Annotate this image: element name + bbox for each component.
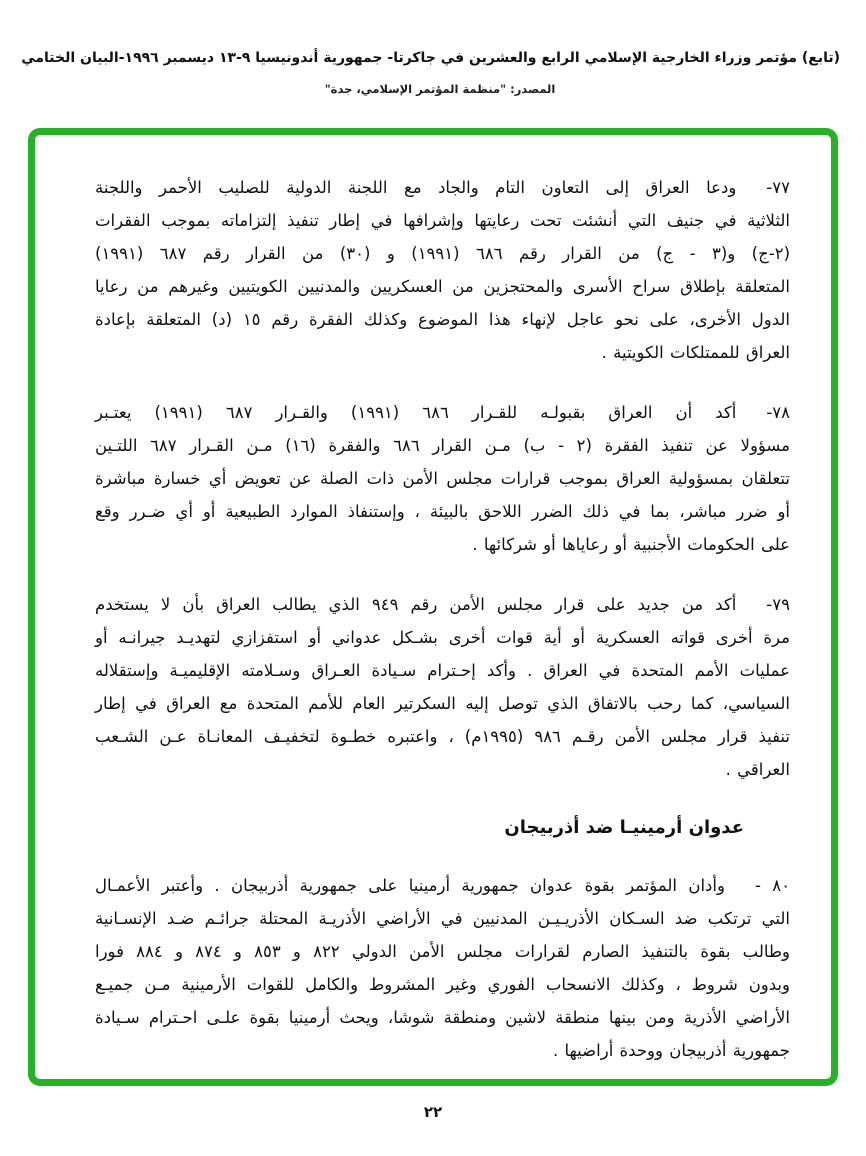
paragraph-line: ٧٧-ودعا العراق إلى التعاون التام والجاد مع اللجنة الدولية للصليب الأحمر واللجنة — [95, 178, 790, 197]
paragraph — [95, 396, 790, 561]
paragraph-line: تنفيذ قرار مجلس الأمن رقـم ٩٨٦ (١٩٩٥م) ، واعتبره خطـوة لتخفيـف المعانـاة عـن الشـعب — [95, 727, 791, 746]
paragraph-line: ٧٨-أكد أن العراق بقبولـه للقـرار ٦٨٦ (١٩٩١) والقـرار ٦٨٧ (١٩٩١) يعتـبر — [95, 403, 791, 422]
paragraph-line: المتعلقة بإطلاق سراح الأسرى والمحتجزين من العسكريين والمدنيين الكويتيين وغيرهم من رعايا — [95, 277, 790, 296]
paragraph-line: (٢-ج) و(٣ - ج) من القرار رقم ٦٨٦ (١٩٩١) و (٣٠) من القرار رقم ٦٨٧ (١٩٩١) — [95, 244, 790, 263]
header-source-line: المصدر: "منظمة المؤتمر الإسلامي، جدة" — [324, 82, 556, 96]
paragraph-line: جمهورية أذربيجان ووحدة أراضيها . — [553, 1041, 790, 1060]
paragraph-line: مسؤولا عن تنفيذ الفقرة (٢ - ب) مـن القرار ٦٨٦ والفقرة (١٦) مـن القـرار ٦٨٧ اللتـين — [95, 436, 790, 455]
paragraph-line: العراق للممتلكات الكويتية . — [601, 343, 790, 362]
paragraph-line: على الحكومات الأجنبية أو رعاياها أو شركائها . — [472, 535, 790, 554]
paragraph-number: ٨٠ - — [754, 876, 791, 895]
paragraph-line: التي ترتكب ضد السـكان الأذريـيـن المدنيين في الأراضي الأذريـة المحتلة جرائـم ضـد الإنسـانية — [95, 909, 790, 928]
section-heading: عدوان أرمينيـا ضد أذربيجان — [504, 817, 744, 838]
paragraph-number: ٧٩- — [766, 595, 790, 614]
page-number: ٢٢ — [423, 1103, 443, 1121]
paragraph-line: السياسي، كما رحب بالاتفاق الذي توصل إليه السكرتير العام للأمم المتحدة مع العراق في إطار — [95, 694, 790, 713]
content-frame — [28, 128, 838, 1086]
document-header — [21, 46, 840, 96]
paragraph-line: ٧٩-أكد من جديد على قرار مجلس الأمن رقم ٩٤٩ الذي يطالب العراق بأن لا يستخدم — [95, 595, 790, 614]
paragraph-line: تتعلقان بمسؤولية العراق بموجب قرارات مجلس الأمن ذات الصلة عن تعويض أي خسارة مباشرة — [95, 469, 790, 488]
paragraph-line: ٨٠ -وأدان المؤتمر بقوة عدوان جمهورية أرمينيا على جمهورية أذربيجان . وأعتبر الأعمـال — [95, 876, 791, 895]
header-title-line: (تابع) مؤتمر وزراء الخارجية الإسلامي الرابع والعشرين في جاكرتا- جمهورية أندونيسيا ٩-١٣ ديسمبر ١٩٩٦-البيان الختامي — [21, 50, 840, 66]
paragraph-line: العراقي . — [725, 760, 790, 779]
paragraph-number: ٧٧- — [766, 178, 790, 197]
paragraph-line: أو ضرر مباشر، بما في ذلك الضرر اللاحق بالبيئة ، وإستنفاذ الموارد الطبيعية أو أي ضـرر وقع — [95, 502, 790, 521]
paragraph-line: عمليات الأمم المتحدة في العراق . وأكد إحـترام سـيادة العـراق وسـلامته الإقليميـة وإستقلاله — [95, 661, 790, 680]
paragraph-line: الثلاثية في جنيف التي أنشئت تحت رعايتها وإشرافها في إطار تنفيذ إلتزاماته بموجب الفقرات — [95, 211, 790, 230]
paragraph-line: مرة أخرى قواته العسكرية أو أية قوات أخرى بشـكل عدواني أو استفزازي لتهديـد جيرانـه أو — [95, 628, 790, 647]
paragraph-number: ٧٨- — [766, 403, 791, 422]
paragraph-line: الأراضي الأذرية ومن بينها منطقة لاشين ومنطقة شوشا، ويحث أرمينيا بقوة علـى احـترام سـيادة — [95, 1008, 790, 1027]
paragraph — [95, 171, 790, 369]
paragraph-line: الدول الأخرى، على نحو عاجل لإنهاء هذا الموضوع وكذلك الفقرة رقم ١٥ (د) المتعلقة بإعادة — [95, 310, 791, 329]
paragraph-line: وطالب بقوة بالتنفيذ الصارم لقرارات مجلس الأمن الدولي ٨٢٢ و ٨٥٣ و ٨٧٤ و ٨٨٤ فورا — [95, 942, 790, 961]
document-body — [95, 171, 790, 1094]
paragraph-line: وبدون شروط ، وكذلك الانسحاب الفوري وغير المشروط والكامل للقوات الأرمينية مـن جميـع — [95, 975, 790, 994]
paragraph — [95, 588, 790, 786]
paragraph — [95, 869, 790, 1067]
